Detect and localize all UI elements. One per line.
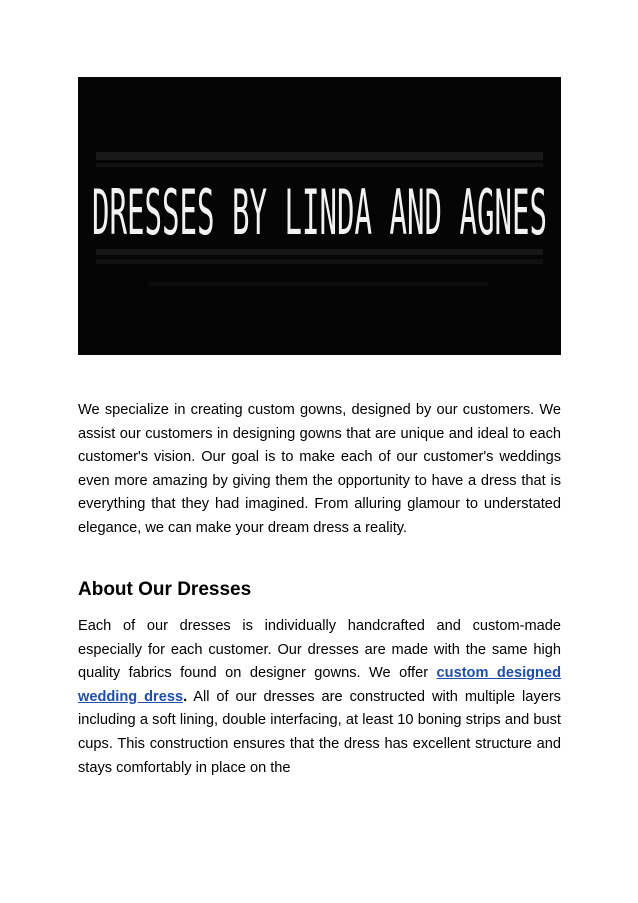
about-paragraph: [78, 615, 561, 780]
custom-wedding-dress-link[interactable]: custom designed wedding dress: [78, 665, 561, 705]
logo-image: [78, 77, 561, 355]
section-heading: About Our Dresses: [78, 579, 252, 600]
logo-text: DRESSES BY LINDA AND AGNES: [92, 176, 547, 249]
link-punctuation: .: [183, 688, 188, 705]
about-text-end: All of our dresses are constructed with multiple layers including a soft lining, double interfacing, at least 10 boning strips and bust cups. This construction ensures that the dress has excellent structure and stays comfortably in place on the: [78, 688, 561, 776]
about-text-start: Each of our dresses is individually handcrafted and custom-made especially for each customer. Our dresses are made with the same high quality fabrics found on designer gowns. We offer: [78, 618, 561, 682]
logo-banner: [78, 77, 561, 355]
intro-paragraph: We specialize in creating custom gowns, designed by our customers. We assist our customers in designing gowns that are unique and ideal to each customer's vision. Our goal is to make each of our customer's weddings even more amazing by giving them the opportunity to have a dress that is everything that they had imagined. From alluring glamour to understated elegance, we can make your dream dress a reality.: [78, 402, 561, 536]
